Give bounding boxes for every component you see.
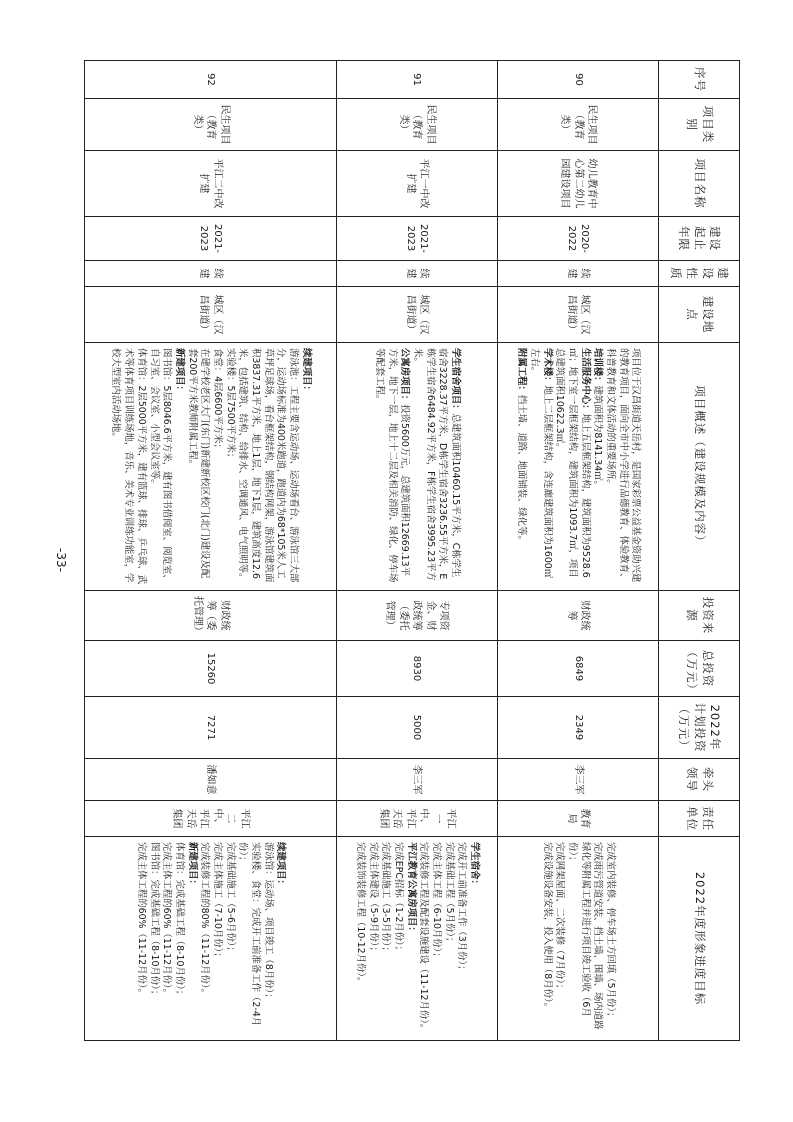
cell-location: 城区（汉昌街道） [497,287,658,343]
target-line: 完成EPC招标（1-2月份）； [392,842,404,956]
target-line: 续建项目： [275,842,287,889]
description-paragraph [410,348,461,585]
cell-years: 2021-2023 [336,217,497,261]
cell-nature: 续建 [497,261,658,287]
cell-target [336,837,497,1041]
description-text: 图书馆：5层8046.6平方米，建有图书借阅室、阅览室、自习室、会议室、小型会议室等。 [148,348,173,584]
cell-total: 8930 [336,641,497,697]
target-line: 完成主体工程的60%（11-12月份）。 [161,842,173,998]
target-line: 完成基础施工（5-6月份）； [224,842,236,956]
description-paragraph [185,348,210,585]
description-label: 学生宿舍项目： [450,348,462,414]
description-label: 公寓房项目： [399,348,411,405]
target-line: 完成主体工程的60%（11-12月份）。 [135,842,147,998]
cell-description [497,343,658,591]
cell-years: 2021-2023 [85,217,337,261]
project-table [84,60,740,1041]
description-label: 生活服务中心： [579,348,591,414]
header-location: 建设地点 [659,287,740,343]
description-paragraph [147,348,172,585]
cell-leader: 李三军 [497,759,658,801]
description-text: 总建筑面积10460.15平方米，C栋学生宿舍3228.37平方米，D栋学生宿舍3236.55平方米，E栋学生宿舍6484.92平方米，F栋学生宿舍3995.23平方米。 [412,348,462,581]
description-label: 培训楼： [592,348,604,386]
description-paragraph [109,348,147,585]
description-text: 投资5600万元，总建筑面积12669.13平方米，地下一层，地上十二层及相关消防、绿化、停车场等配套工程。 [373,348,411,583]
cell-source: 财政统筹（委托管理） [85,591,337,641]
cell-years: 2020-2022 [497,217,658,261]
cell-name: 平江二中改扩建 [85,151,337,217]
cell-leader: 潘如意 [85,759,337,801]
header-years: 建设起止年限 [659,217,740,261]
target-line: 完成装修工程的80%（11-12月份）。 [199,842,211,998]
cell-location: 城区（汉昌街道） [85,287,337,343]
cell-name: 幼儿教育中心第二幼儿园建设项目 [497,151,658,217]
description-text: 地上二层框架结构，含连廊建筑面积为1600㎡左右。 [528,348,553,579]
description-paragraph [372,348,410,585]
target-line: 完成室内装修、停车场土方回填（5月份）； [604,842,616,1022]
page-number: -33- [54,548,68,572]
description-text: 游泳池：工程主要含运动场、运动场看台、游泳馆三大部分，运动场标准为400米跑道，跑道内为68*105米人工草坪足球场，看台框架结构，钢结构网架，游泳馆建筑面积3837.31平方米，地上1层，地下1层，建筑高度12.6米，包括建筑、结构、给排水、空调通风、电气照明等。 [237,348,300,583]
target-line: 图书馆：完成基础工程（8-10月份）； [148,842,160,1000]
header-nature: 建设性质 [659,261,740,287]
cell-type: 民生项目（教育类） [497,99,658,151]
target-line: 完成装饰装修工程（10-12月份）。 [354,842,366,987]
description-text: 在建学校老区大门(东门)新建新校区校门(北门)建设及配套200平方米教师附属工程。 [186,348,211,579]
cell-type: 民生项目（教育类） [336,99,497,151]
header-plan2022: 2022年计划投资（万元） [659,697,740,759]
table-row [85,61,337,1041]
target-line: 完成雨污管道安装、挡土墙、围墙、场内道路绿化等附属工程并进行项目竣工验收（6月份）； [566,842,604,1030]
cell-target [497,837,658,1041]
target-line: 完成主体建设（5-9月份）； [367,842,379,956]
cell-source: 专项资金、财政统筹（委托管理） [336,591,497,641]
target-line: 学生宿舍： [469,842,481,889]
cell-unit: 教育局 [497,801,658,837]
target-line: 完成基础工程（5月份）； [443,842,455,947]
header-target: 2022年度形象进度目标 [659,837,740,1041]
cell-nature: 续建 [336,261,497,287]
cell-type: 民生项目（教育类） [85,99,337,151]
cell-location: 城区（汉昌街道） [336,287,497,343]
cell-total: 6849 [497,641,658,697]
target-line: 完成网架屋面、二次装修（7月份）； [554,842,566,994]
cell-seq: 90 [497,61,658,99]
cell-leader: 李三军 [336,759,497,801]
description-paragraph [603,348,641,585]
target-line: 实验楼、食堂：完成开工前准备工作（2-4月份）； [237,842,262,1027]
cell-name: 平江一中改扩建 [336,151,497,217]
description-label: 附属工程： [516,348,528,395]
description-paragraph [299,348,312,585]
description-label: 续建项目： [300,348,312,395]
header-description: 项目概述（建设规模及内容） [659,343,740,591]
target-line: 完成基础施工（3-5月份）； [380,842,392,956]
description-paragraph [514,348,527,585]
description-text: 体育馆：2层5000平方米，建有篮球、排球、乒乓球、武术等体育项目训练场地，音乐、美术专业训练功能室，学校大型室内活动场地。 [110,348,147,585]
rotated-table-wrapper [84,60,740,1040]
target-line: 体育馆：完成基础工程（8-10月份）； [173,842,185,1000]
cell-seq: 91 [336,61,497,99]
description-label: 学术楼： [541,348,553,386]
header-type: 项目类别 [659,99,740,151]
table-body [85,61,659,1041]
table-row [497,61,658,1041]
description-paragraph [172,348,185,585]
cell-plan2022: 2349 [497,697,658,759]
target-line: 完成开工前准备工作（3月份）； [456,842,468,975]
target-line: 完成主体施工（7-10月份）； [211,842,223,962]
description-text: 建筑面积为8141.34㎡。 [592,385,604,490]
target-line: 平江教育公寓房项目： [405,842,417,936]
header-seq: 序号 [659,61,740,99]
header-name: 项目名称 [659,151,740,217]
target-line: 完成主体工程（6-10月份）； [431,842,443,962]
header-leader: 牵头领导 [659,759,740,801]
header-unit: 责任单位 [659,801,740,837]
description-paragraph [553,348,591,585]
cell-description [85,343,337,591]
cell-total: 15260 [85,641,337,697]
description-text: 项目位于汉昌街道天岳村，是国家彩票公益基金资助兴建的教育项目，面向全市中小学进行品德教育、体验教育、科普教育和文体活动的重要场所。 [604,348,642,583]
cell-plan2022: 5000 [336,697,497,759]
description-text: 实验楼：5层7500平方米； [224,348,236,463]
target-line: 完成装修工程及配套设施建设（11-12月份）。 [418,842,430,1034]
header-source: 投资来源 [659,591,740,641]
description-paragraph [527,348,552,585]
description-text: 地上五层框架结构，建筑面积为9528.6㎡；地下室一层框架结构，建筑面积为1093.7㎡，项目总建筑面积10622.3㎡。 [554,348,591,578]
header-row [659,61,740,1041]
description-text: 挡土墙、道路、地面铺装、绿化等。 [516,394,528,545]
table-row [336,61,497,1041]
target-line: 游泳馆：运动场、项目竣工（8月份）； [262,842,274,1003]
cell-seq: 92 [85,61,337,99]
description-paragraph [210,348,223,585]
cell-nature: 续建 [85,261,337,287]
description-label: 新建项目： [173,348,185,395]
target-line: 完成设施设备安装，投入使用（8月份）。 [541,842,553,1013]
cell-unit: 平江一中、平江天岳集团 [336,801,497,837]
header-total: 总投资（万元） [659,641,740,697]
cell-target [85,837,337,1041]
description-paragraph [591,348,604,585]
cell-unit: 平江二中、平江天岳集团 [85,801,337,837]
cell-source: 财政统筹 [497,591,658,641]
cell-description [336,343,497,591]
target-line: 新建项目： [186,842,198,889]
cell-plan2022: 7271 [85,697,337,759]
description-text: 食堂：4层6600平方米； [211,348,223,453]
description-paragraph [236,348,299,585]
description-paragraph [223,348,236,585]
